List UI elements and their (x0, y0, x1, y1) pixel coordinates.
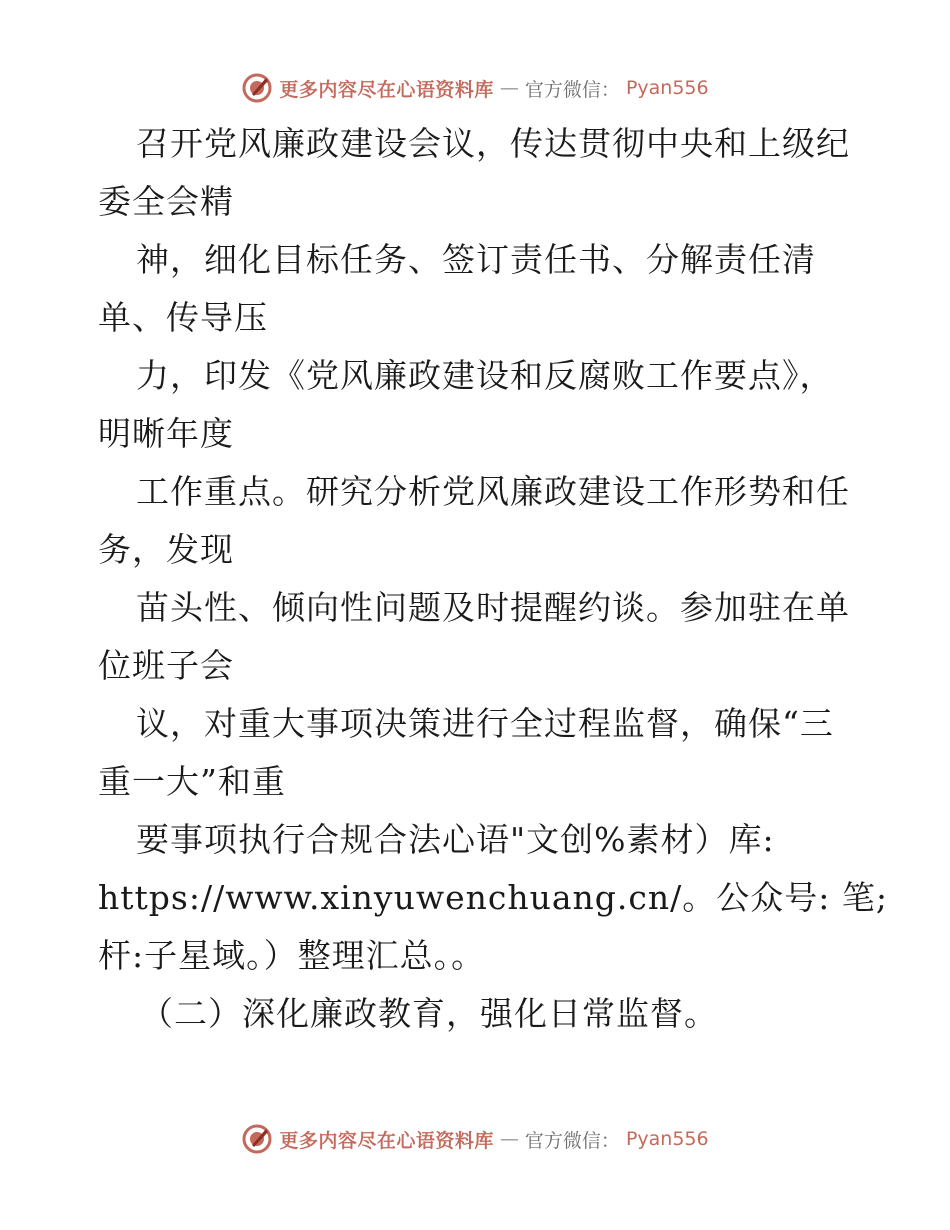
watermark-text: 更多内容尽在心语资料库 (279, 1129, 494, 1152)
text-line: 力，印发《党风廉政建设和反腐败工作要点》， (136, 356, 834, 395)
watermark-id: Pyan556 (625, 1128, 709, 1150)
pen-logo-icon (241, 1123, 273, 1155)
footer-watermark (0, 1123, 950, 1155)
document-body (98, 115, 888, 1043)
text-line: 召开党风廉政建设会议，传达贯彻中央和上级纪 (136, 124, 850, 163)
watermark-id: Pyan556 (625, 77, 709, 99)
text-line: 神，细化目标任务、签订责任书、分解责任清 (136, 240, 816, 279)
text-line: 位班子会 (98, 646, 234, 685)
text-line: 明晰年度 (98, 414, 234, 453)
section-heading: （二）深化廉政教育，强化日常监督。 (140, 994, 718, 1033)
watermark-label: 官方微信： (524, 1129, 620, 1152)
text-line: 委全会精 (98, 182, 234, 221)
watermark-separator: — (499, 77, 519, 99)
text-line: 工作重点。研究分析党风廉政建设工作形势和任 (136, 472, 850, 511)
text-line: 要事项执行合规合法心语"文创%素材）库: (136, 820, 775, 859)
text-line: 杆:子星域。）整理汇总。。 (98, 936, 486, 975)
text-line: 苗头性、倾向性问题及时提醒约谈。参加驻在单 (136, 588, 850, 627)
text-line: 单、传导压 (98, 298, 268, 337)
text-line: https://www.xinyuwenchuang.cn/。公众号: 笔; (98, 878, 888, 917)
pen-logo-icon (241, 72, 273, 104)
watermark-separator: — (499, 1128, 519, 1150)
text-line: 议，对重大事项决策进行全过程监督，确保“三 (136, 704, 834, 743)
header-watermark (0, 72, 950, 104)
watermark-label: 官方微信： (524, 78, 620, 101)
watermark-text: 更多内容尽在心语资料库 (279, 78, 494, 101)
text-line: 重一大”和重 (98, 762, 286, 801)
text-line: 务，发现 (98, 530, 234, 569)
